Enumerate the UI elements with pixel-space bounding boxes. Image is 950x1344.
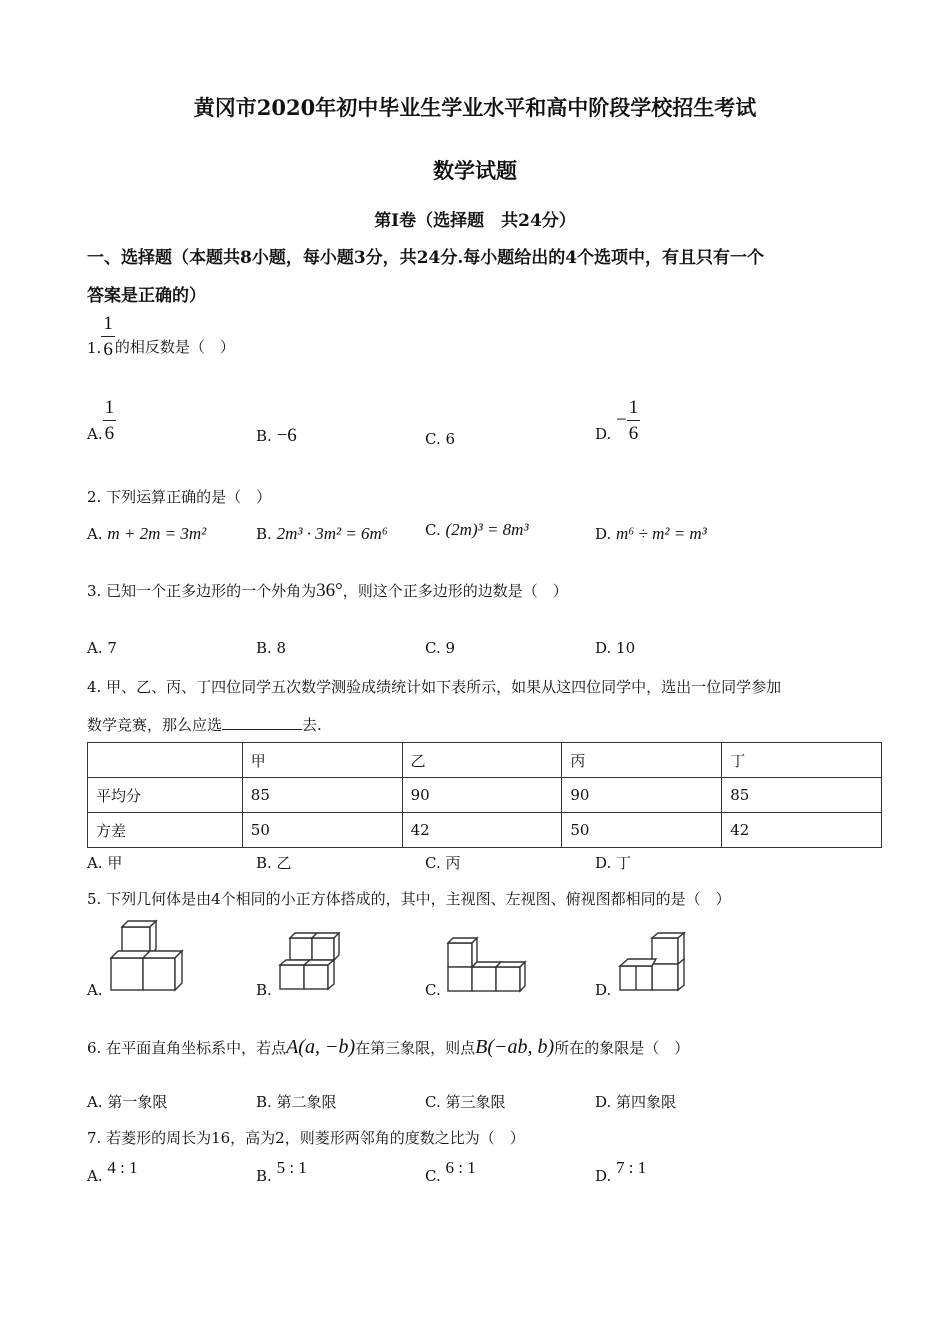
q1-option-d-num: 1 [628,397,639,418]
table-header-cell: 甲 [242,743,402,778]
exam-title: 黄冈市2020年初中毕业生学业水平和高中阶段学校招生考试 [193,95,757,120]
table-cell: 85 [722,778,882,813]
q1-option-d-label: D. [595,425,612,443]
q4-option-b: B. 乙 [256,854,292,872]
q7-option-b-label: B. [256,1167,272,1185]
q3-angle: 36° [316,580,343,601]
q2-option-c-math: (2m)³ = 8m³ [445,520,529,539]
question-3 [87,580,568,602]
q7-option-b-ratio: 5 : 1 [276,1158,307,1177]
q5-option-d: D. [595,981,612,999]
q1-option-a-label: A. [87,425,103,443]
q1-option-c: C. 6 [425,430,456,448]
table-cell: 85 [242,778,402,813]
q7-option-a [87,1158,138,1185]
q2-option-b-label: B. [256,525,272,543]
table-row [88,778,882,813]
question-7: 7. 若菱形的周长为16，高为2，则菱形两邻角的度数之比为（ ） [87,1129,525,1147]
q7-option-c-ratio: 6 : 1 [445,1158,476,1177]
q5-option-a: A. [87,981,103,999]
q1-option-b-label: B. [256,427,272,445]
table-cell: 50 [562,813,722,848]
question-6 [87,1036,689,1059]
q3-stem-pre: 3. 已知一个正多边形的一个外角为 [87,582,317,600]
question-5: 5. 下列几何体是由4个相同的小正方体搭成的，其中，主视图、左视图、俯视图都相同的是（ ） [87,890,731,908]
table-header-cell: 丁 [722,743,882,778]
table-cell: 90 [562,778,722,813]
q6-option-d: D. 第四象限 [595,1093,677,1111]
q2-option-a-label: A. [87,525,103,543]
q3-option-b: B. 8 [256,639,287,657]
part-heading: 第Ⅰ卷（选择题 共24分） [374,211,576,231]
q4-option-c: C. 丙 [425,854,461,872]
q3-option-c: C. 9 [425,639,456,657]
q2-option-d [595,524,707,544]
q6-option-c: C. 第三象限 [425,1093,506,1111]
table-header-cell: 乙 [402,743,562,778]
q1-option-d-sign: − [616,409,627,431]
q2-option-d-label: D. [595,525,612,543]
question-1 [87,314,235,359]
table-cell: 50 [242,813,402,848]
q1-fraction [101,314,115,359]
q7-option-d-ratio: 7 : 1 [616,1158,647,1177]
q7-option-d [595,1158,646,1185]
q4-option-a: A. 甲 [87,854,123,872]
table-row [88,813,882,848]
q1-option-a-num: 1 [104,397,115,418]
q6-stem-post: 所在的象限是（ ） [554,1039,690,1057]
q1-option-b [256,425,297,447]
table-header-row [88,743,882,778]
q6-stem-mid: 在第三象限，则点 [355,1039,476,1057]
q2-option-d-math: m⁶ ÷ m² = m³ [616,524,707,543]
table-header-cell: 丙 [562,743,722,778]
cube-figure-a [108,918,188,993]
q1-fraction-den: 6 [103,339,113,360]
q1-stem: 的相反数是（ ） [114,338,235,356]
q7-option-a-label: A. [87,1167,103,1185]
q1-option-a [87,398,116,443]
cube-figure-b [278,932,344,994]
q3-stem-post: ，则这个正多边形的边数是（ ） [342,582,568,600]
q7-option-c-label: C. [425,1167,441,1185]
q6-option-a: A. 第一象限 [87,1093,168,1111]
q1-number: 1. [87,339,102,357]
question-4-line2 [87,714,322,735]
q2-option-c-label: C. [425,521,441,539]
q6-point-a: A(a, −b) [286,1036,356,1058]
table-header-cell [88,743,243,778]
q5-option-b: B. [256,981,272,999]
q2-option-b-math: 2m³ · 3m² = 6m⁶ [276,524,388,543]
q4-stem-post: 去. [302,716,322,734]
q2-option-b [256,524,388,544]
q7-option-d-label: D. [595,1167,612,1185]
scores-table [87,742,882,848]
q1-option-d-fraction [627,398,641,443]
q4-stem-pre: 数学竞赛，那么应选 [87,716,223,734]
section-heading-line1: 一、选择题（本题共8小题，每小题3分，共24分.每小题给出的4个选项中，有且只有一个 [87,248,765,268]
q7-option-b [256,1158,307,1185]
answer-blank[interactable] [222,715,302,730]
exam-subtitle: 数学试题 [433,158,517,183]
table-cell: 90 [402,778,562,813]
q2-option-a-math: m + 2m = 3m² [107,524,207,543]
q1-option-a-den: 6 [104,423,115,444]
q3-option-a: A. 7 [87,639,117,657]
q5-option-c: C. [425,981,441,999]
table-cell: 42 [722,813,882,848]
q6-option-b: B. 第二象限 [256,1093,337,1111]
table-cell: 42 [402,813,562,848]
q7-option-c [425,1158,476,1185]
q6-point-b: B(−ab, b) [475,1036,555,1058]
q1-option-b-value: −6 [276,425,297,446]
q7-option-a-ratio: 4 : 1 [107,1158,138,1177]
cube-figure-d [616,930,690,994]
q6-stem-pre: 6. 在平面直角坐标系中，若点 [87,1039,287,1057]
q1-fraction-num: 1 [103,313,113,334]
cube-figure-c [446,936,532,994]
question-4-line1: 4. 甲、乙、丙、丁四位同学五次数学测验成绩统计如下表所示，如果从这四位同学中，选出一位同学参加 [87,678,782,696]
q3-option-d: D. 10 [595,639,636,657]
table-cell: 平均分 [88,778,243,813]
q2-option-c [425,520,529,540]
q4-option-d: D. 丁 [595,854,632,872]
q1-option-d [595,398,640,443]
q1-option-a-fraction [103,398,117,443]
section-heading-line2: 答案是正确的） [87,286,206,306]
table-cell: 方差 [88,813,243,848]
q2-option-a [87,524,206,544]
q1-option-d-den: 6 [628,423,639,444]
question-2: 2. 下列运算正确的是（ ） [87,488,272,506]
